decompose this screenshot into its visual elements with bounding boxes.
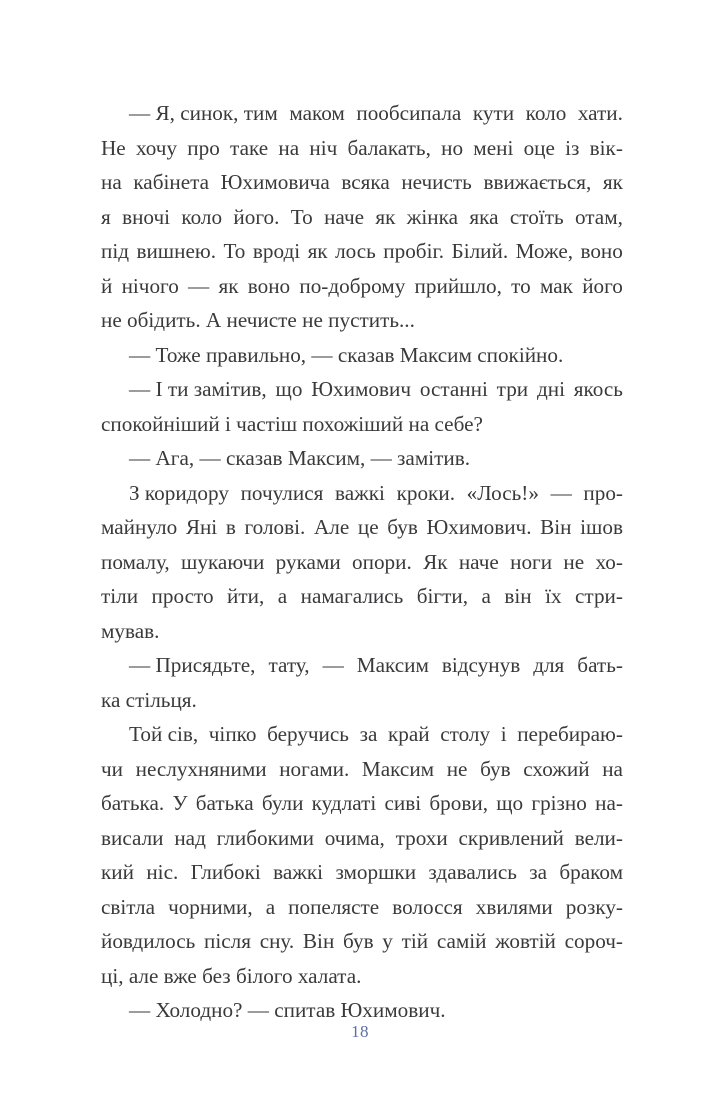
word: був [387, 515, 418, 539]
word: воно [247, 273, 291, 298]
text-line [101, 200, 623, 235]
word: Юхимовича [220, 170, 330, 194]
word: — Я, синок, тим [129, 101, 278, 125]
word: три [496, 377, 529, 401]
word: для [533, 653, 565, 677]
word: То [223, 239, 246, 263]
word: а [265, 894, 276, 919]
word: як [602, 170, 623, 194]
word: вишнею. [136, 239, 216, 263]
word: на [278, 135, 300, 160]
word: почулися [240, 480, 324, 505]
text-line [101, 372, 623, 407]
text-line [101, 821, 623, 856]
body-text [101, 96, 623, 1028]
word: ніч [309, 135, 338, 160]
word: на [101, 170, 122, 194]
word: йти, [227, 584, 265, 608]
word: Він [302, 929, 335, 953]
text-line: спокойніший і частіш похожіший на себе? [101, 411, 483, 436]
word: беручись [267, 722, 349, 746]
word: йовдилось [101, 929, 196, 953]
word: був [480, 756, 511, 781]
word: яка [469, 204, 499, 229]
word: наче [324, 204, 365, 229]
word: то [511, 273, 531, 298]
word: Білий. [451, 239, 509, 263]
word: що [496, 791, 524, 815]
text-line [101, 855, 623, 890]
text-line [101, 96, 623, 131]
word: маком [289, 101, 345, 125]
word: кудлаті [311, 791, 377, 815]
text-line [101, 269, 623, 304]
word: оце [523, 135, 555, 160]
word: У [172, 791, 188, 815]
word: глибокими [216, 825, 314, 850]
word: про [187, 135, 220, 160]
word: чіпко [208, 722, 257, 746]
text-line [101, 234, 623, 269]
word: отам, [574, 204, 623, 229]
text-line [101, 476, 623, 511]
paragraph [101, 717, 623, 993]
word: кути [472, 101, 515, 125]
word: Той сів, [129, 722, 199, 746]
word: — [550, 480, 572, 505]
word: це [357, 515, 379, 539]
word: нечисть [401, 170, 472, 194]
text-line: — Холодно? — спитав Юхимович. [129, 998, 446, 1022]
word: із [565, 135, 580, 160]
paragraph [101, 476, 623, 649]
word: важкі [334, 480, 385, 505]
word: сороч- [564, 929, 623, 953]
text-line: — Ага, — сказав Максим, — замітив. [129, 446, 471, 470]
word: ішов [580, 515, 623, 539]
word: дні [536, 377, 565, 401]
word: їх [545, 584, 562, 608]
word: мені [473, 135, 514, 160]
word: помалу, [101, 549, 170, 574]
word: не [563, 549, 585, 574]
word: чи [101, 756, 123, 781]
text-line [101, 131, 623, 166]
word: відсунув [441, 653, 521, 677]
word: браком [559, 860, 623, 884]
text-line: мував. [101, 618, 160, 643]
word: жовтій [495, 929, 556, 953]
text-line [101, 579, 623, 614]
word: як [375, 204, 396, 229]
word: по-доброму [299, 273, 406, 298]
word: стри- [575, 584, 623, 608]
text-line: не обідить. А нечисте не пустить... [101, 308, 415, 332]
word: Яні [185, 515, 218, 539]
word: «Лось!» [466, 480, 539, 505]
word: грізно [531, 791, 587, 815]
word: після [204, 929, 251, 953]
page-number: 18 [351, 1022, 369, 1041]
word: намагались [300, 584, 404, 608]
word: Не [101, 135, 126, 160]
word: сну. [259, 929, 295, 953]
word: таке [230, 135, 269, 160]
word: голові. [244, 515, 306, 539]
word: мак [539, 273, 573, 298]
word: стоїть [509, 204, 564, 229]
word: за [529, 860, 548, 884]
word: кроки. [396, 480, 455, 505]
word: що [275, 377, 303, 401]
word: вроді [252, 239, 301, 263]
word: й [101, 273, 113, 298]
word: край [387, 722, 430, 746]
text-line: ка стільця. [101, 687, 197, 712]
word: в [225, 515, 236, 539]
word: ніс. [146, 860, 179, 884]
word: Він [540, 515, 572, 539]
word: ввижається, [483, 170, 592, 194]
word: столу [440, 722, 491, 746]
word: був [343, 929, 374, 953]
word: ноги [510, 549, 553, 574]
word: Глибокі [190, 860, 261, 884]
word: чорними, [168, 894, 253, 919]
word: висали [101, 825, 164, 850]
word: всяка [341, 170, 390, 194]
word: — Присядьте, [129, 653, 256, 677]
word: Юхимович [311, 377, 411, 401]
word: його [582, 273, 623, 298]
text-line: ці, але вже без білого халата. [101, 963, 362, 988]
word: а [277, 584, 288, 608]
word: пообсипала [356, 101, 462, 125]
word: Як [423, 549, 448, 574]
word: хо- [595, 549, 623, 574]
word: Юхимович. [426, 515, 532, 539]
text-line [101, 165, 623, 200]
word: батька [195, 791, 254, 815]
word: брови, [429, 791, 488, 815]
paragraph [101, 338, 623, 373]
text-line [101, 924, 623, 959]
word: тій [401, 929, 429, 953]
word: пробіг. [383, 239, 445, 263]
word: сиві [384, 791, 422, 815]
word: Але [313, 515, 350, 539]
text-line: — Тоже правильно, — сказав Максим спокійно. [129, 342, 564, 367]
word: під [101, 239, 130, 263]
paragraph [101, 648, 623, 717]
text-line [101, 717, 623, 752]
word: трохи [395, 825, 448, 850]
word: тіли [101, 584, 139, 608]
word: Максим [361, 756, 435, 781]
word: розку- [565, 894, 623, 919]
word: і [500, 722, 507, 746]
word: його. [233, 204, 280, 229]
word: хвилями [475, 894, 553, 919]
word: я [101, 204, 111, 229]
word: — [188, 273, 210, 298]
word: жінка [406, 204, 459, 229]
word: як [218, 273, 239, 298]
word: балакать, [347, 135, 431, 160]
word: — І ти замітив, [129, 377, 267, 401]
word: коло [525, 101, 567, 125]
word: прийшло, [414, 273, 502, 298]
word: лось [335, 239, 376, 263]
word: Максим [356, 653, 429, 677]
word: То [290, 204, 313, 229]
word: бігти, [416, 584, 469, 608]
word: волосся [392, 894, 463, 919]
word: — [322, 653, 344, 677]
word: но [441, 135, 464, 160]
text-line [101, 752, 623, 787]
word: шукаючи [181, 549, 265, 574]
word: він [504, 584, 532, 608]
word: кий [101, 860, 134, 884]
word: про- [583, 480, 623, 505]
word: важкі [273, 860, 324, 884]
text-line [101, 648, 623, 683]
word: Може, [515, 239, 574, 263]
word: кабінета [133, 170, 210, 194]
text-line [101, 545, 623, 580]
text-line [101, 786, 623, 821]
word: вели- [574, 825, 623, 850]
word: неслухняними [135, 756, 267, 781]
word: ногами. [279, 756, 350, 781]
word: а [481, 584, 491, 608]
word: хочу [135, 135, 178, 160]
word: світла [101, 894, 156, 919]
word: якось [573, 377, 623, 401]
word: як [307, 239, 328, 263]
text-line [101, 510, 623, 545]
paragraph [101, 441, 623, 476]
word: над [174, 825, 206, 850]
word: опори. [352, 549, 412, 574]
word: наче [458, 549, 499, 574]
word: схожий [523, 756, 590, 781]
word: коло [181, 204, 223, 229]
word: хати. [577, 101, 623, 125]
word: очима, [324, 825, 385, 850]
paragraph [101, 96, 623, 338]
word: здавались [428, 860, 517, 884]
word: були [261, 791, 304, 815]
word: воно [580, 239, 623, 263]
word: нічого [121, 273, 179, 298]
text-line [101, 890, 623, 925]
word: З коридору [129, 480, 229, 505]
word: попелясте [288, 894, 380, 919]
word: самій [436, 929, 487, 953]
word: вік- [589, 135, 623, 160]
word: руками [275, 549, 341, 574]
word: скривлений [458, 825, 564, 850]
word: батька. [101, 791, 165, 815]
word: останні [419, 377, 488, 401]
word: зморшки [335, 860, 417, 884]
word: не [446, 756, 468, 781]
word: перебираю- [517, 722, 623, 746]
word: бать- [577, 653, 623, 677]
word: на [602, 756, 623, 781]
word: просто [151, 584, 214, 608]
word: вночі [122, 204, 171, 229]
word: майнуло [101, 515, 178, 539]
word: за [359, 722, 378, 746]
word: у [382, 929, 393, 953]
word: тату, [268, 653, 310, 677]
paragraph [101, 372, 623, 441]
word: на- [595, 791, 623, 815]
